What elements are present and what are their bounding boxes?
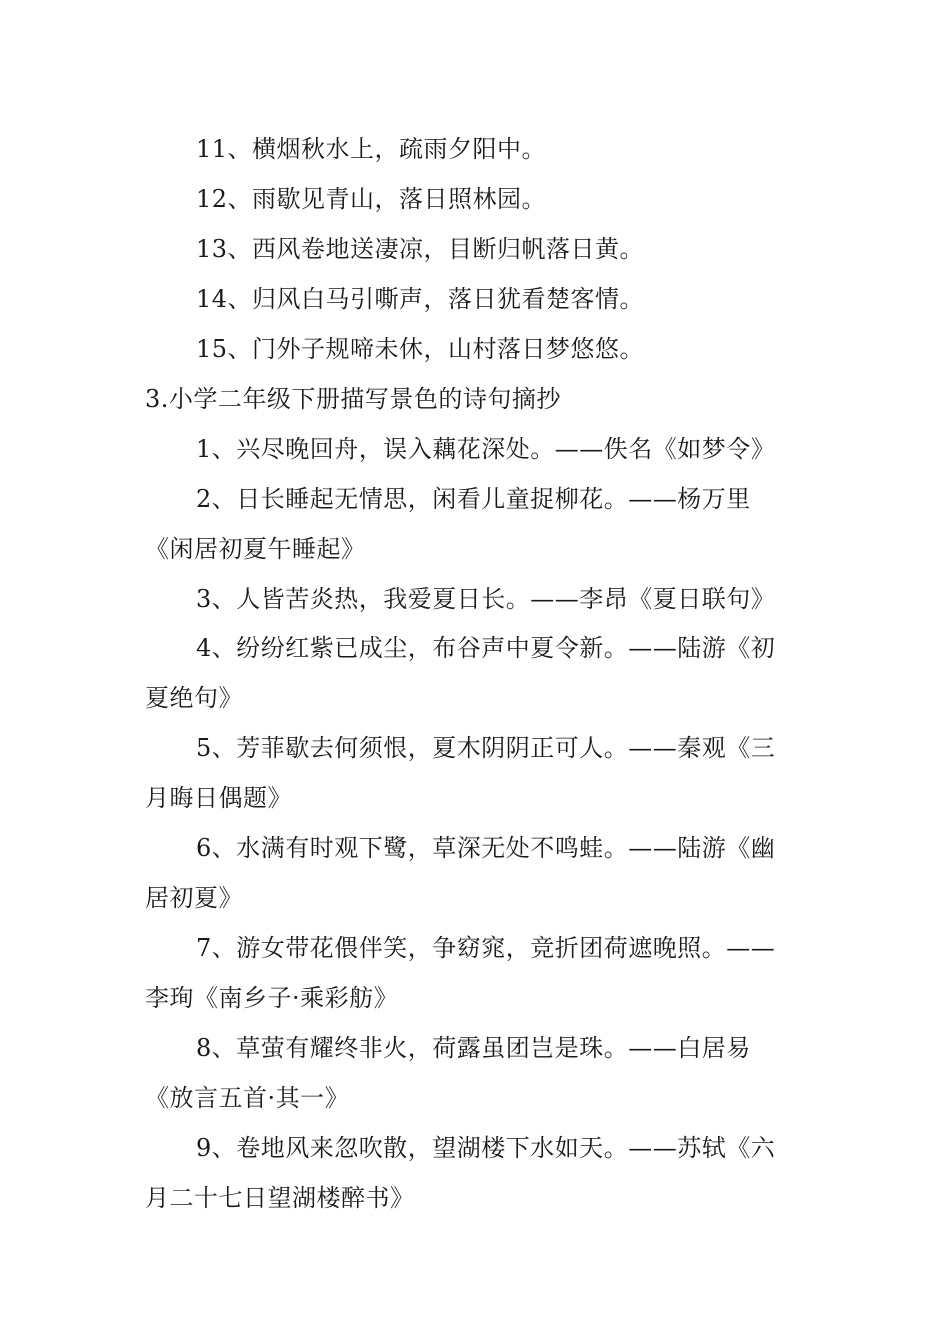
intro-item-11: 11、横烟秋水上，疏雨夕阳中。 — [196, 135, 547, 163]
intro-item-14: 14、归风白马引嘶声，落日犹看楚客情。 — [196, 285, 645, 313]
intro-item-15: 15、门外子规啼未休，山村落日梦悠悠。 — [196, 335, 645, 363]
poem-9-line2: 月二十七日望湖楼醉书》 — [145, 1184, 415, 1212]
poem-6-line1: 6、水满有时观下鹭，草深无处不鸣蛙。——陆游《幽 — [196, 834, 776, 862]
section-heading: 3.小学二年级下册描写景色的诗句摘抄 — [145, 385, 561, 413]
poem-8-line2: 《放言五首·其一》 — [145, 1084, 350, 1112]
poem-9-line1: 9、卷地风来忽吹散，望湖楼下水如天。——苏轼《六 — [196, 1134, 776, 1162]
poem-7-line2: 李珣《南乡子·乘彩舫》 — [145, 984, 399, 1012]
poem-2-line2: 《闲居初夏午睡起》 — [145, 535, 366, 563]
poem-8-line1: 8、草萤有耀终非火，荷露虽团岂是珠。——白居易 — [196, 1034, 751, 1062]
poem-4-line1: 4、纷纷红紫已成尘，布谷声中夏令新。——陆游《初 — [196, 634, 776, 662]
poem-4-line2: 夏绝句》 — [145, 684, 243, 712]
poem-5-line2: 月晦日偶题》 — [145, 784, 292, 812]
poem-7-line1: 7、游女带花偎伴笑，争窈窕，竞折团荷遮晚照。—— — [196, 934, 776, 962]
poem-5-line1: 5、芳菲歇去何须恨，夏木阴阴正可人。——秦观《三 — [196, 734, 776, 762]
poem-3-line1: 3、人皆苦炎热，我爱夏日长。——李昂《夏日联句》 — [196, 585, 776, 613]
poem-2-line1: 2、日长睡起无情思，闲看儿童捉柳花。——杨万里 — [196, 485, 751, 513]
poem-1-line1: 1、兴尽晚回舟，误入藕花深处。——佚名《如梦令》 — [196, 435, 776, 463]
intro-item-13: 13、西风卷地送凄凉，目断归帆落日黄。 — [196, 235, 645, 263]
poem-6-line2: 居初夏》 — [145, 884, 243, 912]
intro-item-12: 12、雨歇见青山，落日照林园。 — [196, 185, 547, 213]
